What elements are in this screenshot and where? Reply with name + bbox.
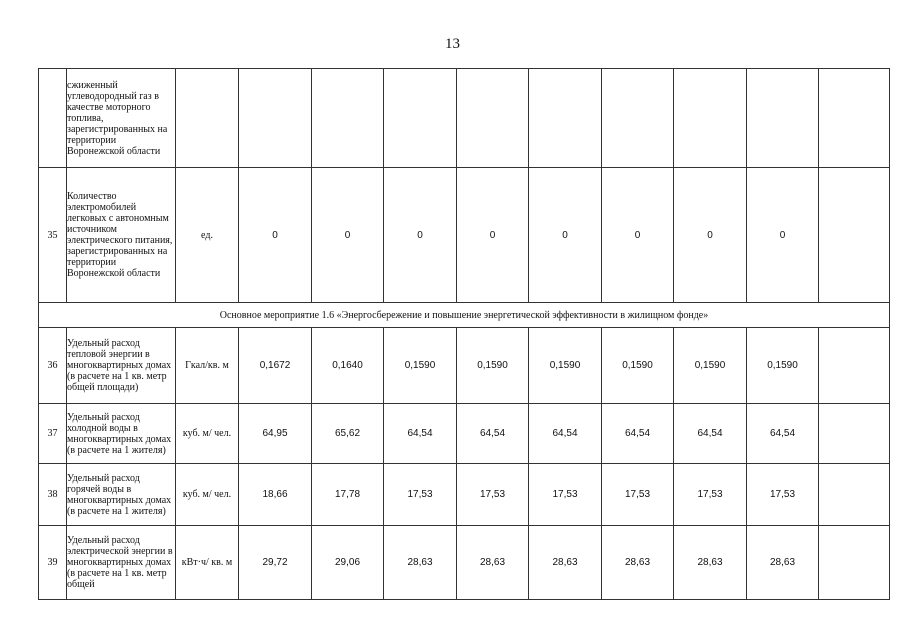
row-number: 35 bbox=[39, 168, 67, 303]
value-cell: 0,1672 bbox=[239, 328, 312, 404]
value-cell: 18,66 bbox=[239, 464, 312, 526]
page-number: 13 bbox=[445, 36, 460, 52]
section-header-row bbox=[39, 303, 890, 328]
table-row bbox=[39, 526, 890, 600]
table-row bbox=[39, 464, 890, 526]
value-cell bbox=[747, 69, 819, 168]
value-cell: 65,62 bbox=[312, 404, 384, 464]
value-cell: 28,63 bbox=[747, 526, 819, 600]
value-cell bbox=[384, 69, 457, 168]
value-cell: 0 bbox=[239, 168, 312, 303]
indicator-name: Удельный расход холодной воды в многоквартирных домах (в расчете на 1 жителя) bbox=[67, 404, 176, 464]
value-cell: 17,78 bbox=[312, 464, 384, 526]
unit-cell bbox=[176, 69, 239, 168]
value-cell bbox=[239, 69, 312, 168]
value-cell: 28,63 bbox=[384, 526, 457, 600]
unit-cell: ед. bbox=[176, 168, 239, 303]
empty-cell bbox=[819, 69, 890, 168]
value-cell: 64,54 bbox=[674, 404, 747, 464]
value-cell: 28,63 bbox=[602, 526, 674, 600]
value-cell: 0,1640 bbox=[312, 328, 384, 404]
value-cell: 0 bbox=[529, 168, 602, 303]
value-cell: 28,63 bbox=[457, 526, 529, 600]
empty-cell bbox=[819, 464, 890, 526]
value-cell bbox=[602, 69, 674, 168]
value-cell bbox=[312, 69, 384, 168]
value-cell: 64,54 bbox=[457, 404, 529, 464]
empty-cell bbox=[819, 526, 890, 600]
unit-cell: куб. м/ чел. bbox=[176, 464, 239, 526]
section-title: Основное мероприятие 1.6 «Энергосбережение и повышение энергетической эффективности в жилищном фонде» bbox=[39, 303, 890, 328]
value-cell: 17,53 bbox=[602, 464, 674, 526]
indicator-name: Количество электромобилей легковых с автономным источником электрического питания, зарегистрированных на территории Воронежской области bbox=[67, 168, 176, 303]
indicators-table bbox=[38, 68, 890, 600]
row-number: 38 bbox=[39, 464, 67, 526]
unit-cell: кВт·ч/ кв. м bbox=[176, 526, 239, 600]
empty-cell bbox=[819, 404, 890, 464]
table-row bbox=[39, 404, 890, 464]
empty-cell bbox=[819, 328, 890, 404]
value-cell: 64,54 bbox=[529, 404, 602, 464]
value-cell: 0 bbox=[457, 168, 529, 303]
value-cell: 17,53 bbox=[384, 464, 457, 526]
value-cell: 0,1590 bbox=[674, 328, 747, 404]
indicator-name: Удельный расход тепловой энергии в многоквартирных домах (в расчете на 1 кв. метр общей площади) bbox=[67, 328, 176, 404]
value-cell: 64,54 bbox=[747, 404, 819, 464]
unit-cell: куб. м/ чел. bbox=[176, 404, 239, 464]
value-cell: 17,53 bbox=[457, 464, 529, 526]
value-cell bbox=[674, 69, 747, 168]
table-row bbox=[39, 168, 890, 303]
value-cell: 0 bbox=[747, 168, 819, 303]
value-cell: 64,95 bbox=[239, 404, 312, 464]
row-number: 37 bbox=[39, 404, 67, 464]
value-cell bbox=[457, 69, 529, 168]
empty-cell bbox=[819, 168, 890, 303]
value-cell: 0,1590 bbox=[384, 328, 457, 404]
table-row bbox=[39, 328, 890, 404]
value-cell: 17,53 bbox=[674, 464, 747, 526]
value-cell: 28,63 bbox=[674, 526, 747, 600]
value-cell: 0,1590 bbox=[457, 328, 529, 404]
value-cell: 64,54 bbox=[384, 404, 457, 464]
row-number: 39 bbox=[39, 526, 67, 600]
indicator-name: Удельный расход горячей воды в многоквартирных домах (в расчете на 1 жителя) bbox=[67, 464, 176, 526]
value-cell: 29,06 bbox=[312, 526, 384, 600]
value-cell: 0 bbox=[674, 168, 747, 303]
row-number: 36 bbox=[39, 328, 67, 404]
value-cell: 0 bbox=[602, 168, 674, 303]
value-cell: 17,53 bbox=[747, 464, 819, 526]
table-row bbox=[39, 69, 890, 168]
value-cell: 29,72 bbox=[239, 526, 312, 600]
indicator-name: сжиженный углеводородный газ в качестве моторного топлива, зарегистрированных на территории Воронежской области bbox=[67, 69, 176, 168]
value-cell: 64,54 bbox=[602, 404, 674, 464]
value-cell bbox=[529, 69, 602, 168]
value-cell: 0 bbox=[312, 168, 384, 303]
value-cell: 0,1590 bbox=[602, 328, 674, 404]
value-cell: 0,1590 bbox=[747, 328, 819, 404]
value-cell: 28,63 bbox=[529, 526, 602, 600]
row-number bbox=[39, 69, 67, 168]
value-cell: 17,53 bbox=[529, 464, 602, 526]
indicator-name: Удельный расход электрической энергии в многоквартирных домах (в расчете на 1 кв. метр общей bbox=[67, 526, 176, 600]
unit-cell: Гкал/кв. м bbox=[176, 328, 239, 404]
value-cell: 0,1590 bbox=[529, 328, 602, 404]
value-cell: 0 bbox=[384, 168, 457, 303]
